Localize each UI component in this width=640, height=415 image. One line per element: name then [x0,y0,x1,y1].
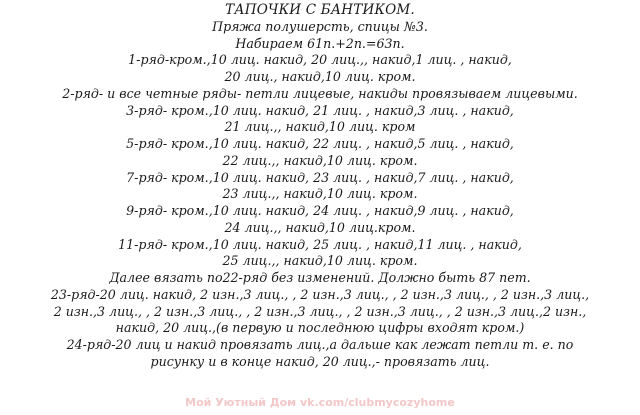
cast-on-line: Набираем 61п.+2п.=63п. [235,35,405,51]
pattern-line: 22 лиц.,, накид,10 лиц. кром. [222,152,418,168]
pattern-line: 2 изн.,3 лиц., , 2 изн.,3 лиц., , 2 изн.,3 лиц., , 2 изн.,3 лиц., , 2 изн.,3 лиц.,2 изн., [53,303,587,319]
pattern-line: 24-ряд-20 лиц и накид провязать лиц.,а дальше как лежат петли т. е. по [66,337,574,352]
pattern-line: 20 лиц., накид,10 лиц. кром. [224,69,416,84]
pattern-line: 23 лиц.,, накид,10 лиц. кром. [222,186,418,202]
document-title: ТАПОЧКИ С БАНТИКОМ. [225,2,415,18]
pattern-line: 9-ряд- кром.,10 лиц. накид, 24 лиц. , накид,9 лиц. , накид, [126,203,514,218]
yarn-line: Пряжа полушерсть, спицы №3. [212,18,428,34]
pattern-line: 7-ряд- кром.,10 лиц. накид, 23 лиц. , накид,7 лиц. , накид, [126,169,514,185]
pattern-line: накид, 20 лиц.,(в первую и последнюю цифры входят кром.) [115,320,525,336]
pattern-line: 11-ряд- кром.,10 лиц. накид, 25 лиц. , накид,11 лиц. , накид, [118,236,522,252]
pattern-line: 1-ряд-кром.,10 лиц. накид, 20 лиц.,, накид,1 лиц. , накид, [128,52,512,68]
watermark: Мой Уютный Дом vk.com/clubmycozyhome [185,396,455,409]
pattern-line: Далее вязать по22-ряд без изменений. Должно быть 87 пет. [109,270,531,285]
pattern-line: 24 лиц.,, накид,10 лиц.кром. [224,219,416,235]
pattern-line: 21 лиц.,, накид,10 лиц. кром [224,119,416,135]
pattern-line: рисунку и в конце накид, 20 лиц.,- провязать лиц. [150,353,490,369]
pattern-line: 5-ряд- кром.,10 лиц. накид, 22 лиц. , накид,5 лиц. , накид, [126,136,514,151]
pattern-document [0,2,640,371]
pattern-line: 25 лиц.,, накид,10 лиц. кром. [222,253,418,269]
pattern-line: 23-ряд-20 лиц. накид, 2 изн.,3 лиц., , 2 изн.,3 лиц., , 2 изн.,3 лиц., , 2 изн.,3 лиц., [50,286,590,302]
pattern-line: 3-ряд- кром.,10 лиц. накид, 21 лиц. , накид,3 лиц. , накид, [126,102,514,118]
pattern-line: 2-ряд- и все четные ряды- петли лицевые, накиды провязываем лицевыми. [62,85,578,101]
